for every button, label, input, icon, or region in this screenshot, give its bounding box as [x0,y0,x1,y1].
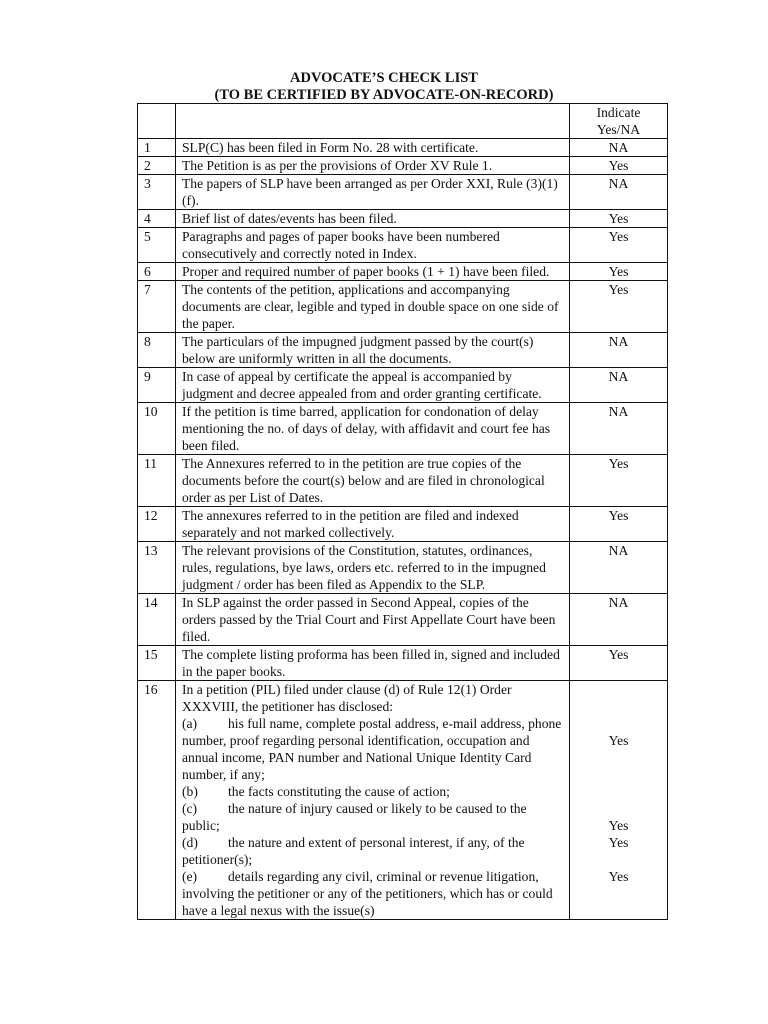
row-number: 6 [138,263,176,281]
indicator-spacer [576,698,661,715]
table-row [138,281,668,333]
indicator-spacer [576,800,661,817]
row-indicator: NA [570,175,668,210]
table-row [138,594,668,646]
row-indicator: Yes [570,455,668,507]
row-description: The particulars of the impugned judgment passed by the court(s) below are uniformly written in all the documents. [176,333,570,368]
table-row [138,681,668,920]
table-row [138,139,668,157]
indicator-spacer [576,851,661,868]
pil-item-text: the nature of injury caused or likely to be caused to the public; [182,801,527,833]
indicator-spacer [576,749,661,766]
row-number: 14 [138,594,176,646]
pil-item-label: (d) [182,835,198,850]
header-indicate-cell: Indicate Yes/NA [570,104,668,139]
row-number: 13 [138,542,176,594]
table-row [138,210,668,228]
row-description: SLP(C) has been filed in Form No. 28 with certificate. [176,139,570,157]
row-number: 15 [138,646,176,681]
row-description: The relevant provisions of the Constitution, statutes, ordinances, rules, regulations, bye laws, orders etc. referred to in the impugned judgment / order has been filed as Appendix to the SLP. [176,542,570,594]
row-number: 12 [138,507,176,542]
document-title: ADVOCATE’S CHECK LIST [290,70,478,86]
pil-item-text: details regarding any civil, criminal or revenue litigation, involving the petitioner or any of the petitioners, which has or could have a legal nexus with the issue(s) [182,869,553,918]
pil-disclosure-item [182,715,563,783]
pil-item-label: (b) [182,784,198,799]
pil-item-indicator: Yes [608,733,629,748]
row-number: 3 [138,175,176,210]
table-row [138,403,668,455]
row-number: 4 [138,210,176,228]
row-number: 9 [138,368,176,403]
row-number: 11 [138,455,176,507]
pil-disclosure-item [182,834,563,868]
row-description: The papers of SLP have been arranged as per Order XXI, Rule (3)(1)(f). [176,175,570,210]
pil-item-label: (a) [182,716,198,731]
pil-item-text: the nature and extent of personal interest, if any, of the petitioner(s); [182,835,525,867]
table-row [138,333,668,368]
pil-item-text: his full name, complete postal address, e-mail address, phone number, proof regarding personal identification, occupation and annual income, PAN number and National Unique Identity Card number, if any; [182,716,562,782]
row-indicator: Yes [570,210,668,228]
row-indicator: Yes [570,507,668,542]
pil-item-indicator: Yes [608,869,629,884]
row-description: The complete listing proforma has been filled in, signed and included in the paper books. [176,646,570,681]
row-description: In SLP against the order passed in Second Appeal, copies of the orders passed by the Trial Court and First Appellate Court have been filed. [176,594,570,646]
row-number: 8 [138,333,176,368]
row-description: The annexures referred to in the petition are filed and indexed separately and not marked collectively. [176,507,570,542]
row-description [176,681,570,920]
row-indicator: Yes [570,263,668,281]
table-row [138,542,668,594]
row-indicator: Yes [570,228,668,263]
row-number: 2 [138,157,176,175]
row-description: If the petition is time barred, application for condonation of delay mentioning the no. of days of delay, with affidavit and court fee has been filed. [176,403,570,455]
table-header-row [138,104,668,139]
table-row [138,175,668,210]
row-description: The contents of the petition, applications and accompanying documents are clear, legible and typed in double space on one side of the paper. [176,281,570,333]
row-description: In case of appeal by certificate the appeal is accompanied by judgment and decree appealed from and order granting certificate. [176,368,570,403]
row-number: 16 [138,681,176,920]
table-row [138,263,668,281]
pil-item-label: (e) [182,869,198,884]
row-indicator: NA [570,368,668,403]
indicator-spacer [576,715,661,732]
row-indicator: Yes [570,646,668,681]
row-description: The Annexures referred to in the petition are true copies of the documents before the court(s) below and are filed in chronological order as per List of Dates. [176,455,570,507]
indicator-spacer [576,766,661,783]
pil-item-label: (c) [182,801,198,816]
row-indicator: NA [570,333,668,368]
checklist-table [137,103,668,920]
pil-disclosure-item [182,783,563,800]
row-description: Brief list of dates/events has been filed. [176,210,570,228]
row-indicator: NA [570,403,668,455]
header-desc-cell [176,104,570,139]
row-indicator: Yes [570,281,668,333]
table-row [138,507,668,542]
pil-disclosure-item [182,800,563,834]
row-indicator: NA [570,139,668,157]
table-row [138,368,668,403]
table-row [138,228,668,263]
indicator-spacer [576,783,661,800]
pil-item-indicator: Yes [608,818,629,833]
row-description: Paragraphs and pages of paper books have been numbered consecutively and correctly noted in Index. [176,228,570,263]
row-number: 1 [138,139,176,157]
table-row [138,646,668,681]
table-row [138,455,668,507]
pil-intro: In a petition (PIL) filed under clause (d) of Rule 12(1) Order XXXVIII, the petitioner has disclosed: [182,682,512,714]
row-number: 7 [138,281,176,333]
row-number: 5 [138,228,176,263]
pil-item-text: the facts constituting the cause of action; [228,784,450,799]
pil-disclosure-item [182,868,563,919]
pil-item-indicator: Yes [608,835,629,850]
row-indicator: Yes [570,157,668,175]
row-indicator: NA [570,542,668,594]
document-subtitle: (TO BE CERTIFIED BY ADVOCATE-ON-RECORD) [214,87,554,103]
row-indicator: NA [570,594,668,646]
row-description: The Petition is as per the provisions of Order XV Rule 1. [176,157,570,175]
row-number: 10 [138,403,176,455]
row-description: Proper and required number of paper books (1 + 1) have been filed. [176,263,570,281]
table-row [138,157,668,175]
header-num-cell [138,104,176,139]
indicator-spacer [576,681,661,698]
row-indicator [570,681,668,920]
